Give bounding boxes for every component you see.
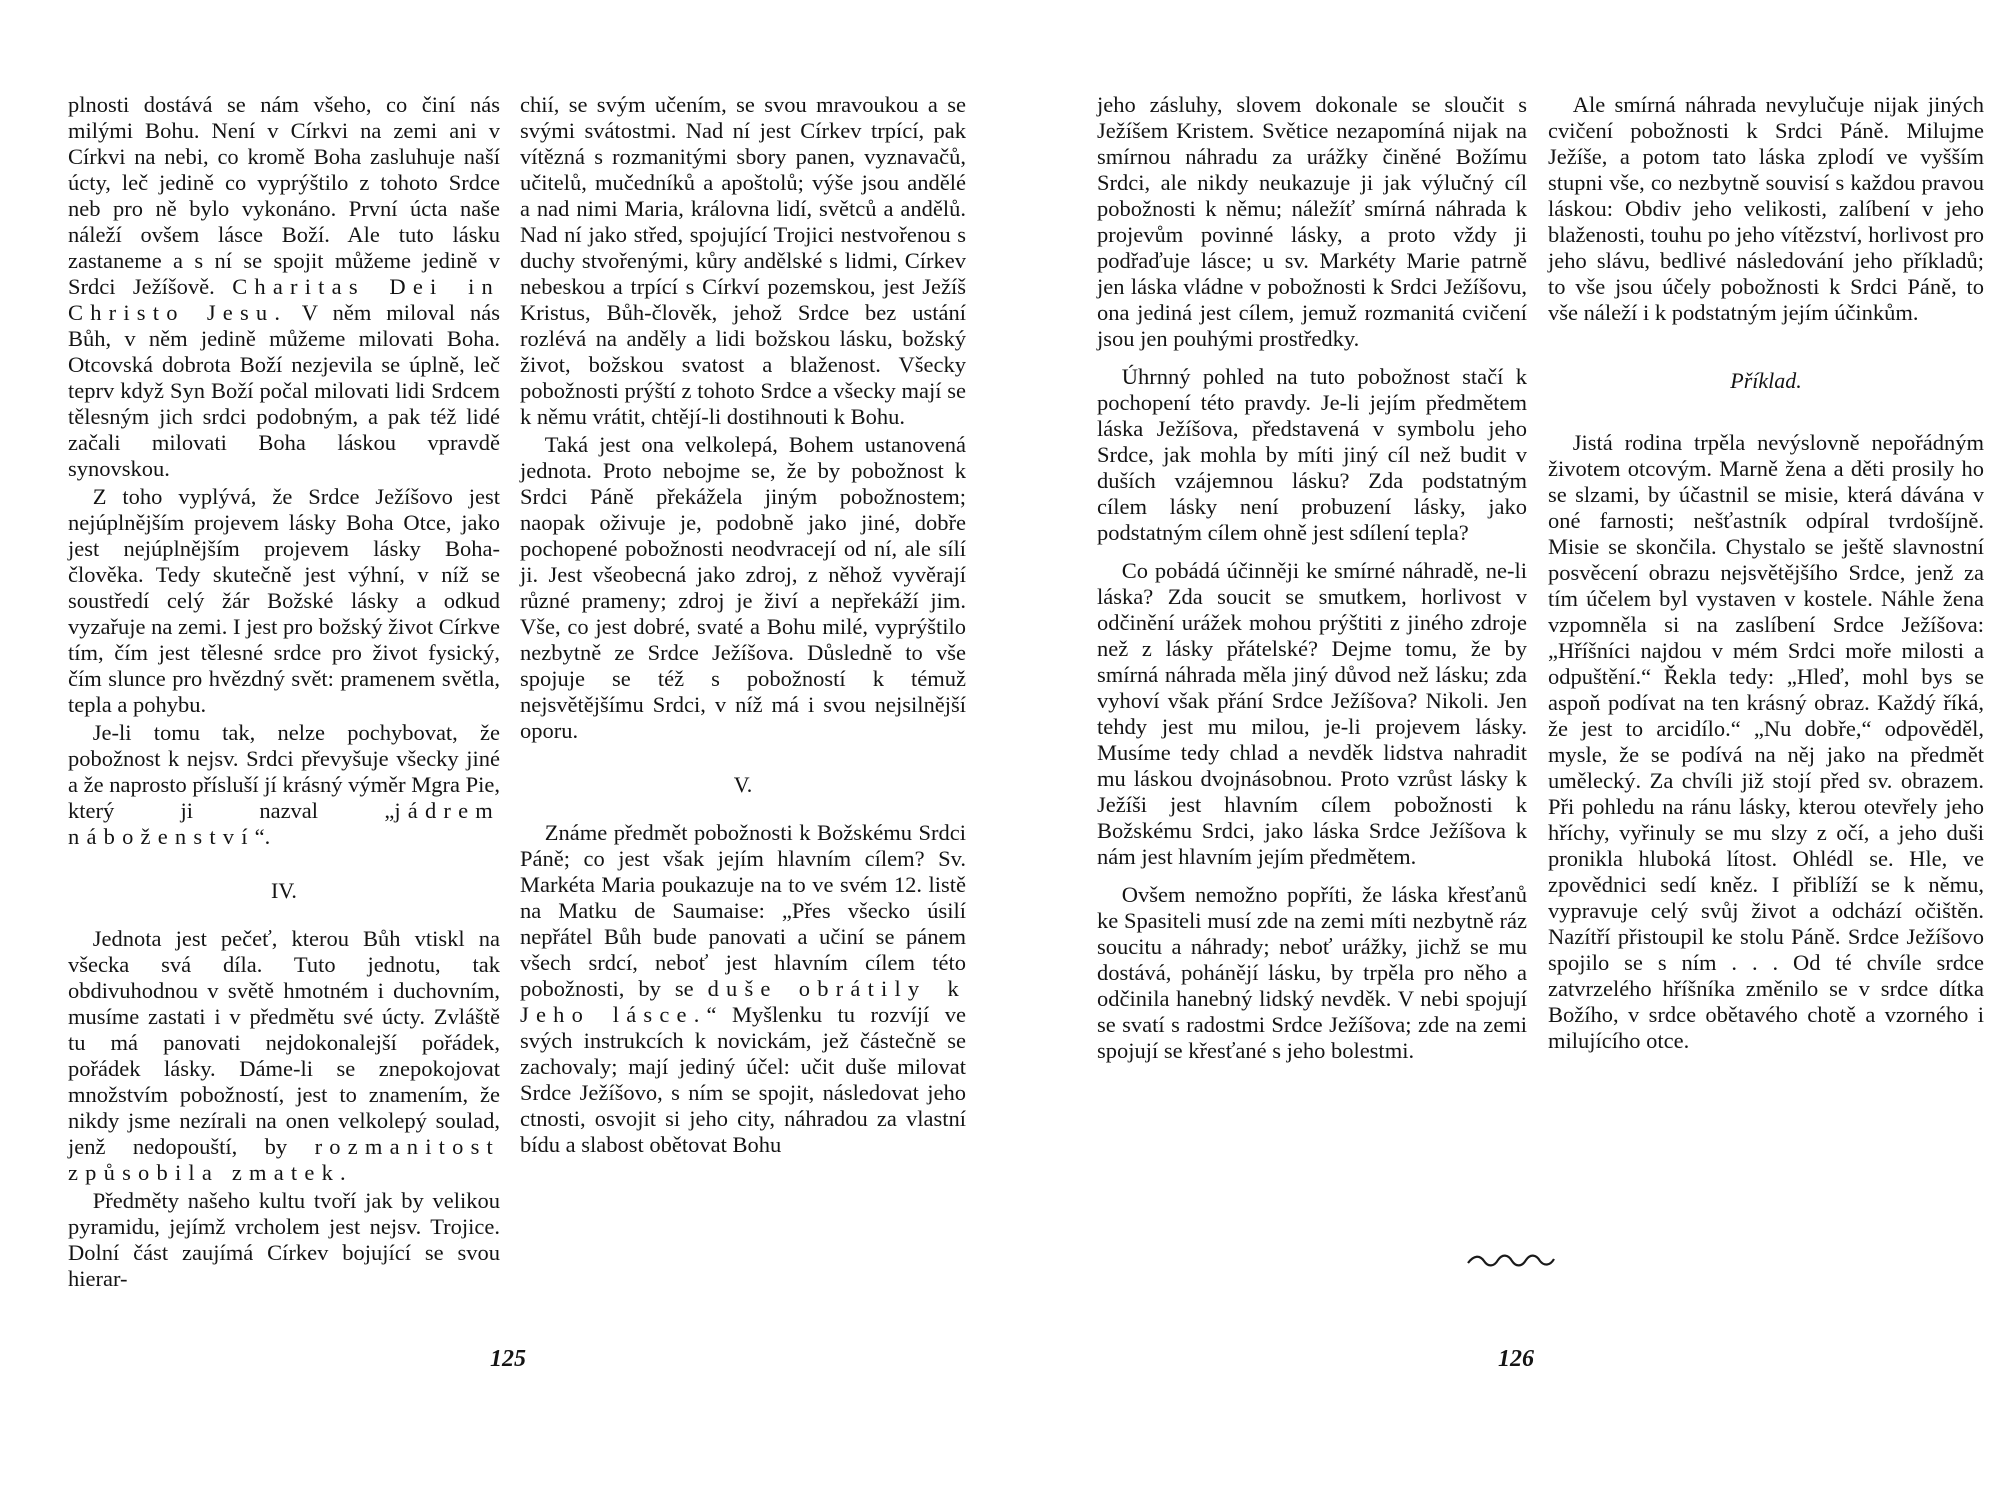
ornament-divider-icon [1466, 1254, 1556, 1268]
text-run: V něm miloval nás Bůh, v něm jedině můžeme milovati Boha. Otcovská dobrota Boží nezjevila se úplně, leč teprv když Syn Boží počal milovati lidi Srdcem tělesným jich srdci podobným, a pak též lidé začali milovati Boha láskou vpravdě synovskou. [68, 300, 500, 481]
paragraph: Ovšem nemožno popříti, že láska křesťanů ke Spasiteli musí zde na zemi míti nezbytně ráz soucitu a náhrady; neboť urážky, jichž se mu dostává, pohánějí lásku, by trpěla pro něho a odčinila hanebný lidský nevděk. V nebi spojují se svatí s radostmi Srdce Ježíšova; zde na zemi spojují se křesťané s jeho bolestmi. [1097, 882, 1527, 1063]
paragraph [68, 92, 500, 482]
paragraph [520, 820, 966, 1158]
paragraph: Ale smírná náhrada nevylučuje nijak jiných cvičení pobožnosti k Srdci Páně. Milujme Ježíše, a potom tato láska zplodí ve vyšším stupni vše, co nezbytně souvisí s každou pravou láskou: Obdiv jeho velikosti, zalíbení v jeho blaženosti, touhu po jeho vítězství, horlivost pro jeho slávu, bedlivé následování jeho příkladů; to vše jsou účely pobožnosti k Srdci Páně, to vše náleží i k podstatným jejím účinkům. [1548, 92, 1984, 325]
page-126-column-2 [1548, 92, 1984, 1054]
section-heading-v: V. [733, 772, 753, 797]
paragraph [68, 720, 500, 850]
page-125-column-2 [520, 92, 966, 1158]
section-heading-priklad: Příklad. [1730, 368, 1802, 393]
text-run: plnosti dostává se nám všeho, co činí nás milými Bohu. Není v Církvi na zemi ani v Církvi na nebi, co kromě Boha zasluhuje naší úcty, leč jedině co vyprýštilo z tohoto Srdce neb pro ně bylo vykonáno. První úcta naše náleží ovšem lásce Boží. Ale tuto lásku zastaneme a s ní se spojit můžeme jedině v Srdci Ježíšově. [68, 92, 500, 299]
spaced-emphasis: duše obrátily k Jeho lásce. [520, 976, 966, 1027]
page-number: 125 [490, 1346, 526, 1372]
page-number: 126 [1498, 1346, 1534, 1372]
paragraph: jeho zásluhy, slovem dokonale se sloučit s Ježíšem Kristem. Světice nezapomíná nijak na smírnou náhradu za urážky činěné Božímu Srdci, ale nikdy neukazuje ji jak výlučný cíl pobožnosti k němu; náležíť smírná náhrada k projevům povinné lásky, a proto vždy ji podřaďuje lásce; u sv. Markéty Marie patrně jen láska vládne v pobožnosti k Srdci Ježíšovu, ona jediná jest cílem, jemuž rozmanitá cvičení jsou jen pouhými prostředky. [1097, 92, 1527, 351]
spaced-emphasis: jádrem náboženství [68, 798, 500, 849]
paragraph: Jistá rodina trpěla nevýslovně nepořádným životem otcovým. Marně žena a děti prosily ho se slzami, by účastnil se misie, která dávána v oné farnosti; nešťastník odpíral tvrdošíjně. Misie se skončila. Chystalo se ještě slavnostní posvěcení obrazu nejsvětějšího Srdce, jenž za tím účelem byl vystaven v kostele. Náhle žena vzpomněla si na zaslíbení Srdce Ježíšova: „Hříšníci najdou v mém Srdci moře milosti a odpuštění.“ Řekla tedy: „Hleď, mohl bys se aspoň podívat na ten krásný obraz. Každý říká, že jest to arcidílo.“ „Nu dobře,“ odpověděl, mysle, že se podívá na něj jako na předmět umělecký. Za chvíli již stojí před sv. obrazem. Při pohledu na ránu lásky, kterou otevřely jeho hříchy, vyřinuly se mu slzy z očí, a jeho duši pronikla hluboká lítost. Ohlédl se. Hle, ve zpovědnici sedí kněz. I přiblíží se k němu, vypravuje celý svůj život a odchází očištěn. Nazítří přistoupil ke stolu Páně. Srdce Ježíšovo spojilo se s ním . . . Od té chvíle srdce zatvrzelého hříšníka změnilo se v srdce dítka Božího, v srdce obětavého chotě a vzorného i milujícího otce. [1548, 430, 1984, 1053]
paragraph: Z toho vyplývá, že Srdce Ježíšovo jest nejúplnějším projevem lásky Boha Otce, jako jest nejúplnějším projevem lásky Boha-člověka. Tedy skutečně jest výhní, v níž se soustředí celý žár Božské lásky a odkud vyzařuje na zemi. I jest pro božský život Církve tím, čím jest tělesné srdce pro život fysický, čím slunce pro hvězdný svět: pramenem světla, tepla a pohybu. [68, 484, 500, 717]
text-run: “ Myšlenku tu rozvíjí ve svých instrukcích k novickám, jež částečně se zachovaly; mají jediný účel: učit duše milovat Srdce Ježíšovo, s ním se spojit, následovat jeho ctnosti, osvojit si jeho city, náhradou za vlastní bídu a slabost obětovat Bohu [520, 1002, 966, 1157]
paragraph: Předměty našeho kultu tvoří jak by velikou pyramidu, jejímž vrcholem jest nejsv. Trojice. Dolní část zaujímá Církev bojující se svou hierar- [68, 1188, 500, 1291]
paragraph: Úhrnný pohled na tuto pobožnost stačí k pochopení této pravdy. Je-li jejím předmětem láska Ježíšova, představená v symbolu jeho Srdce, jak mohla by míti jiný cíl než budit v duších vzájemnou lásku? Zda podstatným cílem lásky není probuzení lásky, jako podstatným cílem ohně jest sdílení tepla? [1097, 364, 1527, 545]
page-126-column-1 [1097, 92, 1527, 1064]
paragraph [68, 926, 500, 1186]
section-heading-iv: IV. [271, 878, 297, 903]
page-125-column-1 [68, 92, 500, 1292]
text-run: Jednota jest pečeť, kterou Bůh vtiskl na všecka svá díla. Tuto jednotu, tak obdivuhodnou v světě hmotném i duchovním, musíme zastati i v předmětu své úcty. Zvláště tu má panovati nejdokonalejší pořádek, pořádek lásky. Dáme-li se znepokojovat množstvím pobožností, jest to znamením, že nikdy jsme nezírali na onen velkolepý soulad, jenž nedopouští, by [68, 926, 500, 1159]
text-run: Známe předmět pobožnosti k Božskému Srdci Páně; co jest však jejím hlavním cílem? Sv. Markéta Maria poukazuje na to ve svém 12. listě na Matku de Saumaise: „Přes všecko úsilí nepřátel Bůh bude panovati a učiní se pánem všech srdcí, neboť jest hlavním cílem této pobožnosti, by se [520, 820, 966, 1001]
text-run: Je-li tomu tak, nelze pochybovat, že pobožnost k nejsv. Srdci převyšuje všecky jiné a že naprosto přísluší jí krásný výměr Mgra Pie, který ji nazval „ [68, 720, 500, 823]
spaced-emphasis: rozmanitost způsobila zmatek. [68, 1134, 500, 1185]
paragraph: Co pobádá účinněji ke smírné náhradě, ne-li láska? Zda soucit se smutkem, horlivost v odčinění urážek mohou prýštiti z jiného zdroje než z lásky přátelské? Dejme tomu, že by smírná náhrada měla jiný důvod než lásku; zda vyhoví však přání Srdce Ježíšova? Nikoli. Jen tehdy jest mu milou, je-li projevem lásky. Musíme tedy chlad a nevděk lidstva nahradit mu láskou dvojnásobnou. Proto vzrůst lásky k Ježíši jest hlavním cílem pobožnosti k Božskému Srdci, jako láska Srdce Ježíšova k nám jest hlavním jejím předmětem. [1097, 558, 1527, 869]
paragraph: chií, se svým učením, se svou mravoukou a se svými svátostmi. Nad ní jest Církev trpící, pak vítězná s rozmanitými sbory panen, vyznavačů, učitelů, mučedníků a apoštolů; výše jsou andělé a nad nimi Maria, královna lidí, světců a andělů. Nad ní jako střed, spojující Trojici nestvořenou s duchy stvořenými, kůry andělské s lidmi, Církev nebeskou a trpící s Církví pozemskou, jest Ježíš Kristus, Bůh-člověk, jehož Srdce bez ustání rozlévá na anděly a lidi božskou lásku, božský život, božskou svatost a blaženost. Všecky pobožnosti prýští z tohoto Srdce a všecky mají se k němu vrátit, chtějí-li dostihnouti k Bohu. [520, 92, 966, 429]
spaced-quote-latin: Charitas Dei in Christo Jesu. [68, 274, 500, 325]
text-run: “. [254, 824, 271, 849]
paragraph: Taká jest ona velkolepá, Bohem ustanovená jednota. Proto nebojme se, že by pobožnost k Srdci Páně překážela jiným pobožnostem; naopak oživuje je, podobně jako jiné, dobře pochopené pobožnosti neodvracejí od ní, ale sílí ji. Jest všeobecná jako zdroj, z něhož vyvěrají různé prameny; zdroj je živí a nepřekáží jim. Vše, co jest dobré, svaté a Bohu milé, vyprýštilo nezbytně ze Srdce Ježíšova. Důsledně to vše spojuje se též s pobožností k témuž nejsvětějšímu Srdci, v níž má i svou nejsilnější oporu. [520, 432, 966, 743]
